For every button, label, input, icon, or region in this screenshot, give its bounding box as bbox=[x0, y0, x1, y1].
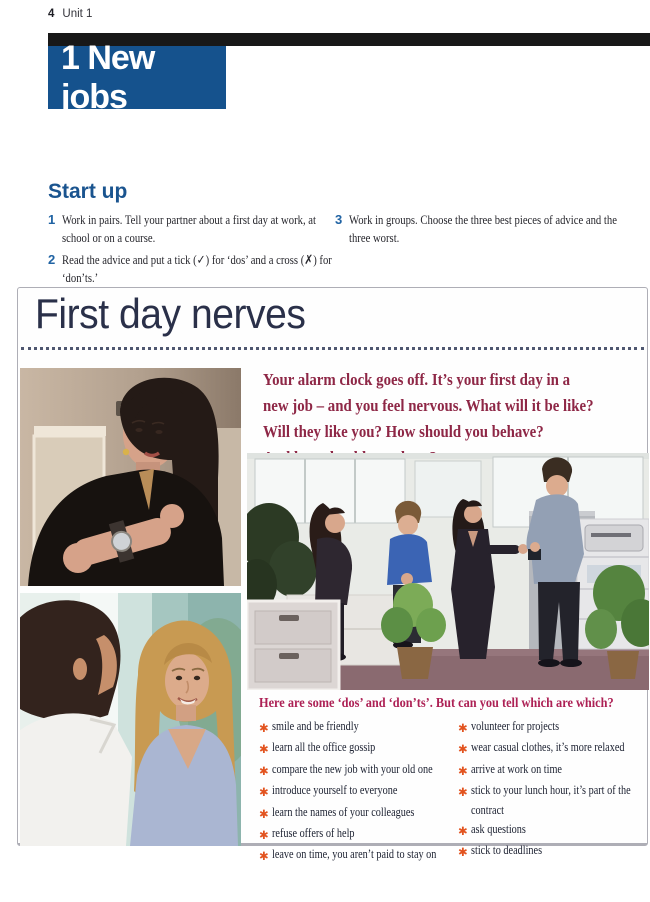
startup-item-3 bbox=[335, 211, 650, 248]
asterisk-bullet-icon: ✱ bbox=[458, 721, 468, 735]
asterisk-bullet-icon: ✱ bbox=[458, 763, 468, 778]
item-text: learn all the office gossip bbox=[272, 740, 376, 755]
dos-donts-item bbox=[259, 803, 478, 824]
photo-woman-checking-watch bbox=[20, 368, 241, 586]
page-header bbox=[48, 8, 92, 20]
intro-line: new job – and you feel nervous. What will it be like? bbox=[263, 396, 594, 415]
item-text: compare the new job with your old one bbox=[272, 761, 433, 776]
watch-photo-illustration bbox=[20, 368, 241, 586]
dos-donts-left-column bbox=[259, 717, 478, 867]
asterisk-bullet-icon: ✱ bbox=[458, 845, 468, 860]
dos-donts-heading: Here are some ‘dos’ and ‘don’ts’. But can you tell which are which? bbox=[259, 696, 614, 711]
feature-panel bbox=[17, 287, 648, 864]
startup-item-text: Read the advice and put a tick (✓) for ‘dos’ and a cross (✗) for ‘don’ts.’ bbox=[62, 252, 332, 286]
dos-donts-item bbox=[458, 820, 650, 841]
asterisk-bullet-icon: ✱ bbox=[458, 785, 468, 800]
asterisk-bullet-icon: ✱ bbox=[259, 721, 269, 735]
asterisk-bullet-icon: ✱ bbox=[458, 824, 468, 839]
startup-item-text: Work in groups. Choose the three best pieces of advice and the three worst. bbox=[349, 212, 617, 246]
item-text: ask questions bbox=[471, 822, 526, 837]
dos-donts-item bbox=[458, 717, 650, 738]
asterisk-bullet-icon: ✱ bbox=[259, 849, 269, 864]
dos-donts-item bbox=[259, 781, 478, 802]
asterisk-bullet-icon: ✱ bbox=[259, 763, 269, 778]
asterisk-bullet-icon: ✱ bbox=[259, 806, 269, 821]
dos-donts-item bbox=[458, 738, 650, 759]
office-photo-illustration bbox=[247, 453, 649, 690]
page-number: 4 bbox=[48, 8, 55, 20]
startup-item-number: 2 bbox=[48, 252, 56, 267]
item-text: volunteer for projects bbox=[471, 719, 560, 733]
dos-donts-item bbox=[458, 841, 650, 862]
dos-donts-item bbox=[259, 717, 478, 738]
asterisk-bullet-icon: ✱ bbox=[259, 742, 269, 757]
dos-donts-item bbox=[259, 738, 478, 759]
asterisk-bullet-icon: ✱ bbox=[458, 742, 468, 757]
couple-photo-illustration bbox=[20, 593, 241, 846]
asterisk-bullet-icon: ✱ bbox=[259, 785, 269, 800]
dos-donts-item bbox=[259, 845, 478, 866]
item-text: smile and be friendly bbox=[272, 719, 359, 733]
unit-title: 1 New jobs bbox=[61, 38, 155, 116]
item-text: arrive at work on time bbox=[471, 761, 562, 776]
photo-office-scene bbox=[247, 453, 649, 690]
startup-item-number: 1 bbox=[48, 212, 56, 227]
item-text: refuse offers of help bbox=[272, 826, 355, 841]
unit-label: Unit 1 bbox=[62, 8, 93, 20]
startup-item-text: Work in pairs. Tell your partner about a first day at work, at school or on a course. bbox=[62, 212, 316, 246]
startup-item-2 bbox=[48, 251, 406, 288]
dotted-divider bbox=[21, 347, 644, 350]
dos-donts-item bbox=[259, 760, 478, 781]
intro-line: Will they like you? How should you behave? bbox=[263, 422, 544, 441]
dos-donts-item bbox=[458, 781, 650, 820]
item-text: wear casual clothes, it’s more relaxed bbox=[471, 740, 625, 755]
item-text: introduce yourself to everyone bbox=[272, 783, 398, 798]
dos-donts-right-column bbox=[458, 717, 650, 863]
dos-donts-item bbox=[259, 824, 478, 845]
startup-heading: Start up bbox=[48, 180, 128, 203]
intro-line: Your alarm clock goes off. It’s your first day in a bbox=[263, 370, 571, 389]
asterisk-bullet-icon: ✱ bbox=[259, 828, 269, 843]
startup-item-number: 3 bbox=[335, 212, 343, 227]
item-text: leave on time, you aren’t paid to stay on bbox=[272, 847, 437, 862]
dos-donts-item bbox=[458, 760, 650, 781]
feature-title: First day nerves bbox=[35, 290, 306, 337]
item-text: stick to deadlines bbox=[471, 843, 543, 858]
item-text: stick to your lunch hour, it’s part of the contract bbox=[471, 783, 631, 817]
item-text: learn the names of your colleagues bbox=[272, 804, 415, 819]
unit-title-banner bbox=[48, 38, 226, 116]
photo-couple-talking bbox=[20, 593, 241, 846]
